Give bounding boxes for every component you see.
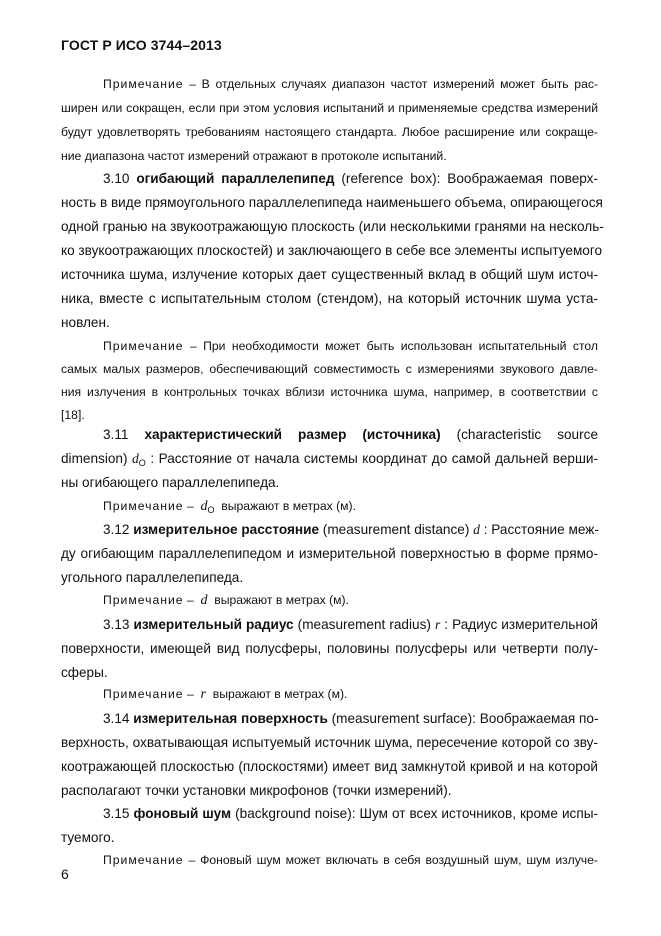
note-line: Примечание – d выражают в метрах (м).	[103, 593, 349, 608]
symbol-d: $d_O$	[132, 451, 146, 468]
text-line: одной гранью на звукоотражающую плоскость (или несколькими гранями на несколь-	[61, 219, 604, 234]
symbol-d: d	[473, 522, 480, 537]
text-line: коотражающей плоскостью (плоскостями) имеет вид замкнутой кривой и на которой	[61, 759, 598, 774]
text-line: dimension) $d_O$ : Расстояние от начала системы координат до самой дальней верши-	[61, 451, 598, 468]
note-line: ния излучения в контрольных точках вблизи источника шума, например, в соответствии с	[61, 385, 598, 399]
note-line: Примечание – $d_O$ выражают в метрах (м).	[103, 499, 356, 515]
definition-3-10: 3.10 огибающий параллелепипед (reference box): Воображаемая поверх-	[103, 171, 598, 186]
note-line: Примечание – В отдельных случаях диапазон частот измерений может быть рас-	[103, 77, 599, 91]
definition-3-14: 3.14 измерительная поверхность (measurement surface): Воображаемая по-	[103, 711, 599, 726]
text-line: угольного параллелепипеда.	[61, 570, 244, 585]
text-line: ду огибающим параллелепипедом и измерительной поверхностью в форме прямо-	[61, 546, 598, 561]
note-line: ширен или сокращен, если при этом условия испытаний и применяемые средства измерений	[61, 101, 598, 115]
note-line: [18].	[61, 408, 85, 422]
text-line: туемого.	[61, 830, 115, 845]
note-line: ние диапазона частот измерений отражают в протоколе испытаний.	[61, 149, 447, 163]
term: огибающий параллелепипед	[136, 171, 335, 186]
note-line: будут удовлетворять требованиям настоящего стандарта. Любое расширение или сокраще-	[61, 125, 598, 139]
note-line: Примечание – r выражают в метрах (м).	[103, 687, 348, 702]
note-line: самых малых размеров, обеспечивающий совместимость с измерениями звукового давле-	[61, 362, 598, 376]
text-line: ность в виде прямоугольного параллелепипеда наименьшего объема, опирающегося	[61, 195, 603, 210]
text-line: ко звукоотражающих плоскостей) и заключающего в себе все элементы испытуемого	[61, 243, 603, 258]
text-line: верхность, охватывающая испытуемый источник шума, пересечение которой со зву-	[61, 735, 598, 750]
text-line: сферы.	[61, 665, 108, 680]
text-line: ны огибающего параллелепипеда.	[61, 475, 280, 490]
definition-3-12: 3.12 измерительное расстояние (measurement distance) d : Расстояние меж-	[103, 522, 599, 537]
page-header: ГОСТ Р ИСО 3744–2013	[61, 37, 222, 53]
text-line: источника шума, излучение которых дает существенный вклад в общий шум источ-	[61, 267, 598, 282]
definition-3-15: 3.15 фоновый шум (background noise): Шум от всех источников, кроме испы-	[103, 806, 599, 821]
text-line: поверхности, имеющей вид полусферы, половины полусферы или четверти полу-	[61, 641, 598, 656]
symbol-d: $d_O$	[200, 499, 215, 515]
definition-3-11: 3.11 характеристический размер (источника) (characteristic source	[103, 427, 599, 442]
page-number: 6	[61, 866, 69, 882]
text-line: располагают точки установки микрофонов (точки измерений).	[61, 783, 452, 798]
symbol-r: r	[434, 617, 441, 632]
note-line: Примечание – Фоновый шум может включать в себя воздушный шум, шум излуче-	[103, 853, 598, 867]
note-line: Примечание – При необходимости может быть использован испытательный стол	[103, 339, 599, 353]
definition-3-13: 3.13 измерительный радиус (measurement radius) r : Радиус измерительной	[103, 617, 599, 632]
text-line: новлен.	[61, 315, 110, 330]
text-line: ника, вместе с испытательным столом (стендом), на который источник шума уста-	[61, 291, 598, 306]
